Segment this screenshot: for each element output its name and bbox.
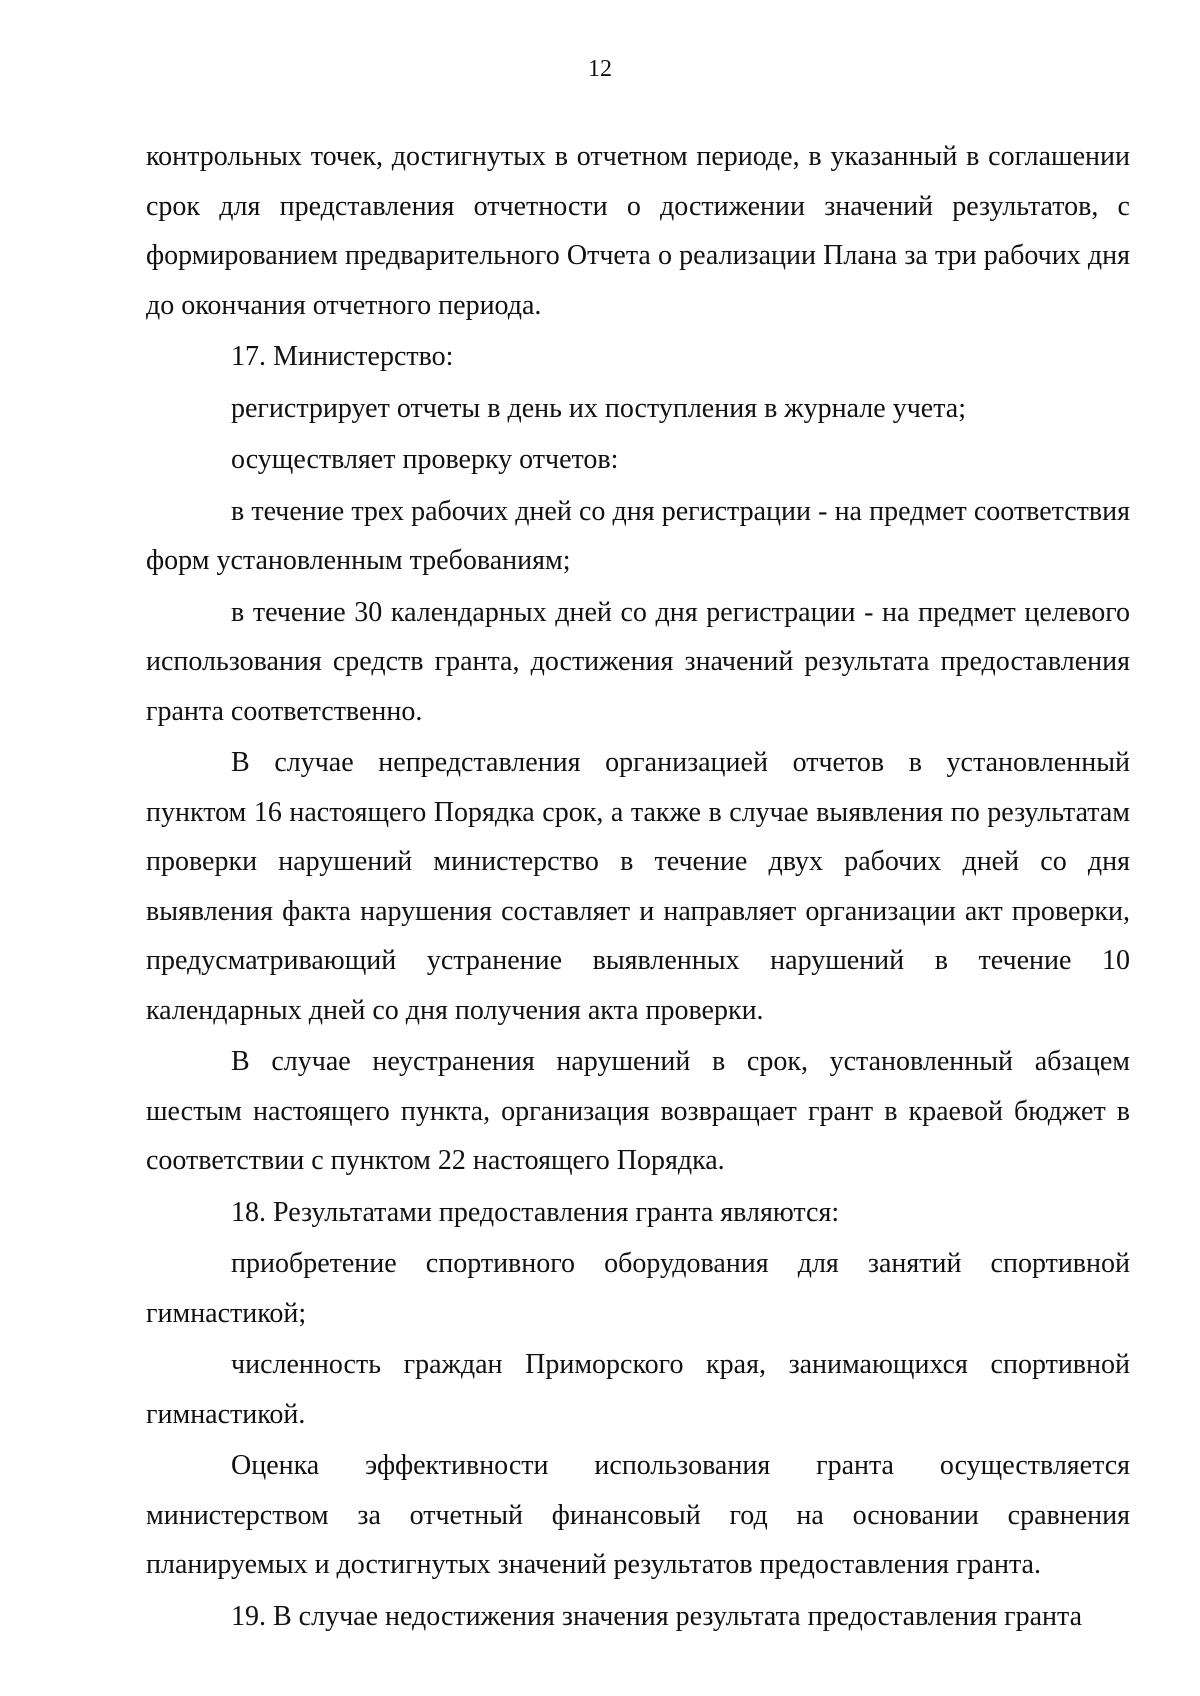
paragraph-continuation: контрольных точек, достигнутых в отчетном периоде, в указанный в соглашении срок для представления отчетности о достижении значений результатов, с формированием предварительного Отчета о реализации Плана за три рабочих дня до окончания отчетного периода. <box>146 141 1130 321</box>
paragraph-item-17: 17. Министерство: <box>231 341 454 372</box>
paragraph-checks-reports: осуществляет проверку отчетов: <box>231 444 619 475</box>
paragraph-non-submission: В случае непредставления организацией отчетов в установленный пунктом 16 настоящего Порядка срок, а также в случае выявления по результатам проверки нарушений министерство в течение двух рабочих дней со дня выявления факта нарушения составляет и направляет организации акт проверки, предусматривающий устранение выявленных нарушений в течение 10 календарных дней со дня получения акта проверки. <box>146 747 1130 1026</box>
paragraph-registers-reports: регистрирует отчеты в день их поступления в журнале учета; <box>231 392 966 424</box>
paragraph-three-days: в течение трех рабочих дней со дня регистрации - на предмет соответствия форм установленным требованиям; <box>146 495 1130 576</box>
paragraph-non-elimination: В случае неустранения нарушений в срок, установленный абзацем шестым настоящего пункта, организация возвращает грант в краевой бюджет в соответствии с пунктом 22 настоящего Порядка. <box>146 1046 1130 1176</box>
paragraph-item-18: 18. Результатами предоставления гранта являются: <box>231 1196 840 1228</box>
paragraph-efficiency: Оценка эффективности использования гранта осуществляется министерством за отчетный финансовый год на основании сравнения планируемых и достигнутых значений результатов предоставления гранта. <box>146 1450 1130 1580</box>
page-number: 12 <box>588 56 612 82</box>
document-body <box>146 132 1130 1641</box>
paragraph-item-19: 19. В случае недостижения значения результата предоставления гранта <box>231 1600 1083 1632</box>
paragraph-citizens-count: численность граждан Приморского края, занимающихся спортивной гимнастикой. <box>146 1349 1130 1430</box>
paragraph-equipment: приобретение спортивного оборудования для занятий спортивной гимнастикой; <box>146 1248 1130 1329</box>
paragraph-thirty-days: в течение 30 календарных дней со дня регистрации - на предмет целевого использования средств гранта, достижения значений результата предоставления гранта соответственно. <box>146 596 1130 727</box>
